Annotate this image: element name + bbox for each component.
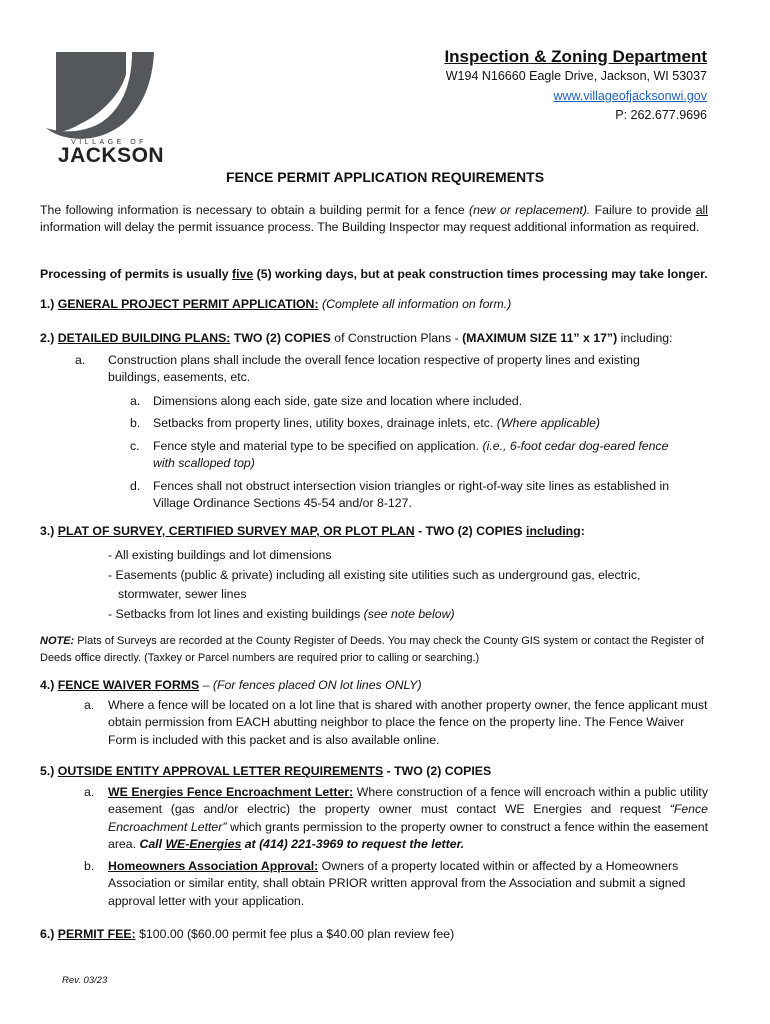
note-text: Plats of Surveys are recorded at the County Register of Deeds. You may check the County GIS system or contact the Register of Deeds office directly. (Taxkey or Parcel numbers are required prior to calling or searching.) <box>40 635 704 665</box>
intro-text-1: The following information is necessary to obtain a building permit for a fence <box>40 203 469 217</box>
list-item: - Easements (public & private) including all existing site utilities such as underground gas, electric, <box>108 567 641 582</box>
we-energies-text-1: Where construction of a fence will encroach within a public utility easement (gas and/or electric) the property owner must contact WE Energies and request <box>108 785 708 817</box>
intro-text-3: information will delay the permit issuance process. The Building Inspector may request additional information as required. <box>40 220 700 235</box>
section-4-heading: FENCE WAIVER FORMS <box>57 678 200 692</box>
list-item-text: - Setbacks from lot lines and existing buildings <box>108 606 364 621</box>
section-3-list <box>108 546 688 624</box>
section-2-heading: DETAILED BUILDING PLANS: <box>57 331 231 345</box>
section-4-a-label: a. <box>84 698 95 712</box>
section-5-number: 5.) <box>40 764 55 778</box>
section-3-note <box>40 633 708 667</box>
section-2-item-b-label: b. <box>130 416 141 430</box>
section-5-copies: - TWO (2) COPIES <box>383 764 492 778</box>
village-logo <box>40 44 174 168</box>
section-2-a-label: a. <box>75 353 86 367</box>
item-italic: (i.e., 6-foot cedar dog-eared fence with scalloped top) <box>153 439 669 471</box>
section-6-number: 6.) <box>40 927 55 941</box>
section-2 <box>40 330 708 347</box>
section-5-a-text <box>108 784 708 854</box>
logo-top-text: VILLAGE OF <box>71 139 147 146</box>
section-6 <box>40 926 708 943</box>
section-2-item-a <box>153 393 703 410</box>
intro-underline: all <box>695 203 709 217</box>
section-2-item-a-label: a. <box>130 394 141 408</box>
section-2-item-c <box>153 438 693 473</box>
list-item: - All existing buildings and lot dimensions <box>108 548 332 562</box>
page-title: FENCE PERMIT APPLICATION REQUIREMENTS <box>225 169 545 185</box>
section-2-number: 2.) <box>40 331 55 345</box>
phone-number: P: 262.677.9696 <box>615 108 707 122</box>
section-1-note: (Complete all information on form.) <box>321 297 512 311</box>
we-energies-heading: WE Energies Fence Encroachment Letter: <box>108 785 354 799</box>
section-1-heading: GENERAL PROJECT PERMIT APPLICATION: <box>57 297 319 311</box>
section-4-note: – (For fences placed ON lot lines ONLY) <box>199 678 422 692</box>
processing-text-1: Processing of permits is usually <box>40 267 233 281</box>
section-5-a-label: a. <box>84 785 95 799</box>
item-text: Fences shall not obstruct intersection vision triangles or right-of-way site lines as established in Village Ordinance Sections 45-54 and/or 8-127. <box>153 479 670 511</box>
section-4-a-text: Where a fence will be located on a lot line that is shared with another property owner, the fence applicant must obtain permission from EACH abutting neighbor to place the fence on the property line. The Fence Waiver Form is included with this packet and is also available online. <box>108 698 708 747</box>
section-5-b-label: b. <box>84 859 95 873</box>
list-item-italic: (see note below) <box>363 606 455 621</box>
section-2-item-d <box>153 478 693 513</box>
item-text: Dimensions along each side, gate size and location where included. <box>153 394 523 408</box>
section-2-text-1: of Construction Plans - <box>330 331 463 345</box>
section-2-item-b <box>153 415 703 432</box>
section-5 <box>40 763 708 780</box>
section-2-text-2: including: <box>617 331 673 345</box>
department-header <box>444 46 707 125</box>
section-5-b-text <box>108 858 708 910</box>
section-4-number: 4.) <box>40 678 55 692</box>
section-1-number: 1.) <box>40 297 55 311</box>
section-2-a-text: Construction plans shall include the overall fence location respective of property lines and existing buildings, easements, etc. <box>108 353 640 385</box>
logo-name: JACKSON <box>57 144 165 167</box>
section-2-copies: TWO (2) COPIES <box>230 331 331 345</box>
section-3-heading: PLAT OF SURVEY, CERTIFIED SURVEY MAP, OR PLOT PLAN <box>57 524 415 538</box>
section-6-text: $100.00 ($60.00 permit fee plus a $40.00 plan review fee) <box>135 927 455 941</box>
hoa-heading: Homeowners Association Approval: <box>108 859 319 873</box>
note-label: NOTE: <box>40 635 75 647</box>
section-3 <box>40 523 708 540</box>
processing-text-2: (5) working days, but at peak construction times processing may take longer. <box>253 267 708 281</box>
intro-text-2: Failure to provide <box>590 203 696 217</box>
list-item <box>108 605 688 625</box>
we-energies-name: WE-Energies <box>165 837 242 852</box>
processing-underline: five <box>232 267 254 281</box>
list-item: stormwater, sewer lines <box>118 587 247 601</box>
section-6-heading: PERMIT FEE: <box>57 927 136 941</box>
section-5-heading: OUTSIDE ENTITY APPROVAL LETTER REQUIREMENTS <box>57 764 384 778</box>
section-3-copies: - TWO (2) COPIES <box>414 524 527 538</box>
section-2-item-d-label: d. <box>130 479 141 493</box>
processing-note <box>40 266 708 283</box>
intro-italic: (new or replacement). <box>469 203 591 217</box>
section-2-item-c-label: c. <box>130 439 140 453</box>
section-1 <box>40 296 708 313</box>
item-text: Fence style and material type to be specified on application. <box>153 439 483 453</box>
section-3-number: 3.) <box>40 524 55 538</box>
department-name: Inspection & Zoning Department <box>444 47 707 66</box>
section-3-colon: : <box>580 524 585 538</box>
hoa-text: Owners of a property located within or affected by a Homeowners Association or similar entity, shall obtain PRIOR written approval from the Association and submit a signed approval letter with your application. <box>108 859 686 908</box>
intro-paragraph <box>40 202 708 237</box>
section-2-max-size: (MAXIMUM SIZE 11” x 17”) <box>462 331 618 345</box>
website-link[interactable]: www.villageofjacksonwi.gov <box>553 88 707 103</box>
we-energies-italic: “Fence Encroachment Letter” <box>108 802 708 834</box>
we-energies-call: Call <box>139 837 166 852</box>
revision-date: Rev. 03/23 <box>62 975 108 986</box>
section-3-including: including <box>526 524 581 538</box>
section-4 <box>40 677 708 694</box>
item-italic: (Where applicable) <box>496 416 600 430</box>
department-address: W194 N16660 Eagle Drive, Jackson, WI 53037 <box>445 69 707 84</box>
we-energies-text-2: which grants permission to the property owner to construct a fence within the easement area. <box>108 819 708 852</box>
item-text: Setbacks from property lines, utility boxes, drainage inlets, etc. <box>153 416 497 430</box>
we-energies-phone: at (414) 221-3969 to request the letter. <box>241 837 465 852</box>
